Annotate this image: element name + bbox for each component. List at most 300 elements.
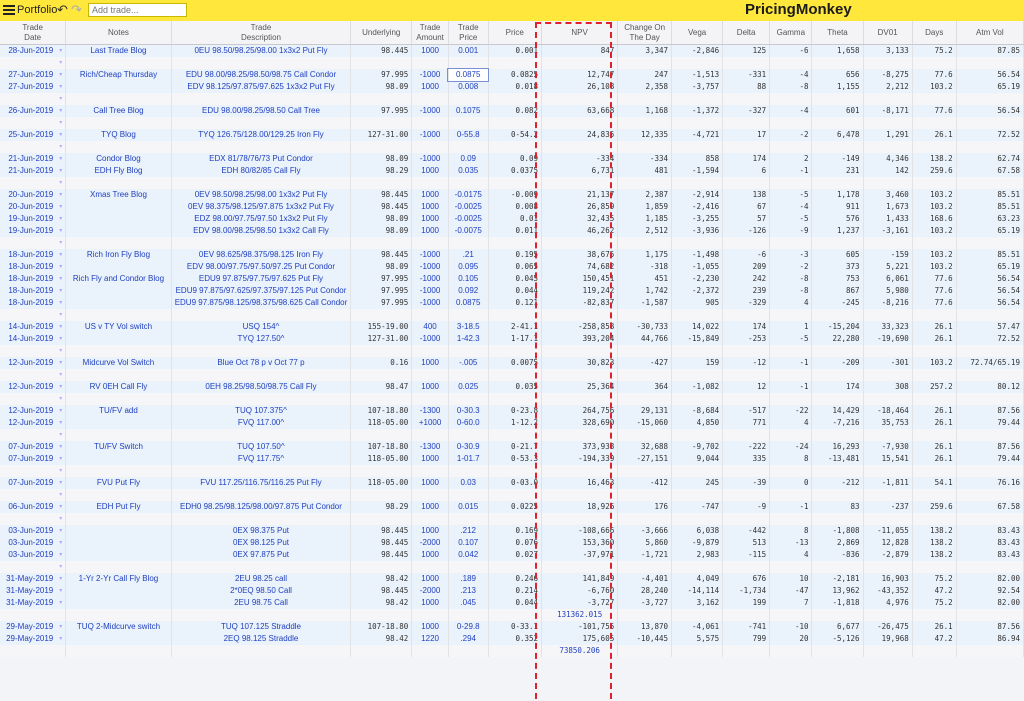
table-row[interactable] [0, 165, 1024, 177]
cell-trade-date[interactable] [0, 585, 66, 597]
table-row[interactable] [0, 153, 1024, 165]
cell-trade-description[interactable]: 0EX 98.375 Put [171, 525, 351, 537]
cell-notes[interactable] [66, 81, 171, 93]
col-header-change-on-day[interactable]: Change On The Day [618, 21, 672, 45]
chevron-down-icon[interactable]: ▾ [59, 552, 63, 558]
cell-trade-amount[interactable] [412, 645, 449, 657]
cell-trade-price[interactable] [448, 609, 488, 621]
chevron-down-icon[interactable]: ▾ [59, 624, 63, 630]
cell-notes[interactable]: RV 0EH Call Fly [66, 381, 171, 393]
cell-underlying[interactable]: 118-05.00 [351, 477, 412, 489]
cell-trade-date[interactable] [0, 153, 66, 165]
cell-notes[interactable] [66, 261, 171, 273]
cell-underlying[interactable]: 98.42 [351, 597, 412, 609]
subtotal-row[interactable] [0, 645, 1024, 657]
cell-trade-description[interactable]: TYQ 127.50^ [171, 333, 351, 345]
cell-trade-description[interactable]: TYQ 126.75/128.00/129.25 Iron Fly [171, 129, 351, 141]
cell-notes[interactable]: Condor Blog [66, 153, 171, 165]
cell-trade-date[interactable] [0, 249, 66, 261]
cell-underlying[interactable]: 98.445 [351, 189, 412, 201]
cell-trade-price[interactable]: -.005 [448, 357, 488, 369]
cell-underlying[interactable]: 98.09 [351, 213, 412, 225]
cell-trade-date[interactable] [0, 381, 66, 393]
cell-trade-amount[interactable]: 1000 [412, 381, 449, 393]
cell-trade-date[interactable] [0, 609, 66, 621]
cell-notes[interactable] [66, 417, 171, 429]
cell-trade-description[interactable]: 0EH 98.25/98.50/98.75 Call Fly [171, 381, 351, 393]
cell-trade-price[interactable]: 1-01.7 [448, 453, 488, 465]
cell-underlying[interactable]: 98.445 [351, 549, 412, 561]
cell-trade-price[interactable]: 0.095 [448, 261, 488, 273]
chevron-down-icon[interactable]: ▾ [59, 420, 63, 426]
cell-trade-price[interactable]: 0.035 [448, 165, 488, 177]
table-row[interactable] [0, 273, 1024, 285]
cell-notes[interactable]: TUQ 2-Midcurve switch [66, 621, 171, 633]
col-header-delta[interactable]: Delta [723, 21, 770, 45]
cell-trade-price[interactable]: 0.025 [448, 381, 488, 393]
cell-notes[interactable] [66, 225, 171, 237]
table-row[interactable] [0, 357, 1024, 369]
table-row[interactable] [0, 105, 1024, 117]
cell-trade-amount[interactable]: 1000 [412, 549, 449, 561]
cell-notes[interactable]: TYQ Blog [66, 129, 171, 141]
cell-trade-price[interactable]: 0-30.3 [448, 405, 488, 417]
cell-trade-description[interactable]: FVU 117.25/116.75/116.25 Put Fly [171, 477, 351, 489]
cell-trade-description[interactable]: 0EU 98.50/98.25/98.00 1x3x2 Put Fly [171, 45, 351, 58]
col-header-dv01[interactable]: DV01 [863, 21, 912, 45]
cell-trade-amount[interactable]: 1000 [412, 525, 449, 537]
cell-trade-amount[interactable]: -1000 [412, 297, 449, 309]
cell-underlying[interactable]: 98.09 [351, 153, 412, 165]
cell-trade-description[interactable]: TUQ 107.50^ [171, 441, 351, 453]
cell-trade-price[interactable]: -0.0175 [448, 189, 488, 201]
chevron-down-icon[interactable]: ▾ [59, 480, 63, 486]
cell-trade-date[interactable] [0, 645, 66, 657]
chevron-down-icon[interactable]: ▾ [59, 252, 63, 258]
chevron-down-icon[interactable]: ▾ [59, 600, 63, 606]
redo-icon[interactable]: ↷ [71, 2, 82, 17]
cell-trade-amount[interactable]: 1000 [412, 597, 449, 609]
cell-trade-description[interactable]: EDV 98.00/97.75/97.50/97.25 Put Condor [171, 261, 351, 273]
col-header-trade-price[interactable]: Trade Price [448, 21, 488, 45]
cell-trade-amount[interactable]: -1300 [412, 405, 449, 417]
hamburger-icon[interactable] [3, 5, 15, 15]
chevron-down-icon[interactable]: ▾ [59, 276, 63, 282]
cell-trade-amount[interactable] [412, 609, 449, 621]
cell-trade-price[interactable]: 0.03 [448, 477, 488, 489]
cell-underlying[interactable] [351, 645, 412, 657]
cell-trade-description[interactable]: EDU9 97.875/98.125/98.375/98.625 Call Condor [171, 297, 351, 309]
cell-notes[interactable]: Rich Fly and Condor Blog [66, 273, 171, 285]
cell-trade-date[interactable] [0, 273, 66, 285]
cell-trade-date[interactable] [0, 573, 66, 585]
cell-underlying[interactable]: 98.445 [351, 45, 412, 58]
cell-notes[interactable] [66, 633, 171, 645]
cell-trade-date[interactable] [0, 261, 66, 273]
cell-trade-amount[interactable]: 1000 [412, 477, 449, 489]
cell-trade-price[interactable]: 0.0875 [448, 69, 488, 81]
cell-underlying[interactable]: 98.47 [351, 381, 412, 393]
cell-trade-date[interactable] [0, 417, 66, 429]
table-row[interactable] [0, 213, 1024, 225]
cell-notes[interactable]: FVU Put Fly [66, 477, 171, 489]
cell-trade-description[interactable] [171, 645, 351, 657]
cell-trade-description[interactable]: 0EX 98.125 Put [171, 537, 351, 549]
cell-trade-description[interactable]: TUQ 107.375^ [171, 405, 351, 417]
cell-underlying[interactable]: 98.29 [351, 501, 412, 513]
cell-notes[interactable] [66, 585, 171, 597]
chevron-down-icon[interactable]: ▾ [59, 408, 63, 414]
cell-notes[interactable] [66, 609, 171, 621]
cell-trade-amount[interactable]: -1000 [412, 261, 449, 273]
cell-underlying[interactable]: 107-18.80 [351, 441, 412, 453]
col-header-atm-vol[interactable]: Atm Vol [956, 21, 1023, 45]
cell-notes[interactable] [66, 201, 171, 213]
cell-trade-amount[interactable]: -2000 [412, 585, 449, 597]
table-row[interactable] [0, 201, 1024, 213]
table-row[interactable] [0, 333, 1024, 345]
table-row[interactable] [0, 501, 1024, 513]
table-row[interactable] [0, 261, 1024, 273]
cell-underlying[interactable]: 118-05.00 [351, 453, 412, 465]
cell-trade-date[interactable] [0, 297, 66, 309]
chevron-down-icon[interactable]: ▾ [59, 540, 63, 546]
cell-underlying[interactable]: 98.29 [351, 165, 412, 177]
cell-notes[interactable]: US v TY Vol switch [66, 321, 171, 333]
chevron-down-icon[interactable]: ▾ [59, 216, 63, 222]
cell-trade-date[interactable] [0, 477, 66, 489]
cell-underlying[interactable]: 97.995 [351, 273, 412, 285]
cell-underlying[interactable]: 97.995 [351, 285, 412, 297]
cell-underlying[interactable]: 98.09 [351, 81, 412, 93]
cell-trade-price[interactable]: 0-55.8 [448, 129, 488, 141]
cell-underlying[interactable]: 97.995 [351, 105, 412, 117]
cell-trade-amount[interactable]: -1000 [412, 273, 449, 285]
cell-trade-amount[interactable]: 1000 [412, 573, 449, 585]
chevron-down-icon[interactable]: ▾ [59, 636, 63, 642]
table-row[interactable] [0, 405, 1024, 417]
cell-trade-amount[interactable]: -1000 [412, 333, 449, 345]
chevron-down-icon[interactable]: ▾ [59, 132, 63, 138]
cell-trade-date[interactable] [0, 501, 66, 513]
cell-notes[interactable]: Call Tree Blog [66, 105, 171, 117]
cell-notes[interactable]: TU/FV add [66, 405, 171, 417]
col-header-price[interactable]: Price [488, 21, 542, 45]
cell-trade-date[interactable] [0, 201, 66, 213]
cell-trade-description[interactable]: 2EU 98.25 call [171, 573, 351, 585]
chevron-down-icon[interactable]: ▾ [59, 504, 63, 510]
cell-trade-amount[interactable]: 1000 [412, 165, 449, 177]
cell-trade-price[interactable]: 0.1075 [448, 105, 488, 117]
cell-trade-description[interactable]: EDV 98.00/98.25/98.50 1x3x2 Call Fly [171, 225, 351, 237]
table-row[interactable] [0, 633, 1024, 645]
table-row[interactable] [0, 525, 1024, 537]
cell-trade-description[interactable]: EDZ 98.00/97.75/97.50 1x3x2 Put Fly [171, 213, 351, 225]
col-header-vega[interactable]: Vega [672, 21, 723, 45]
table-row[interactable] [0, 549, 1024, 561]
cell-underlying[interactable]: 127-31.00 [351, 333, 412, 345]
cell-trade-date[interactable] [0, 633, 66, 645]
cell-underlying[interactable]: 98.42 [351, 573, 412, 585]
cell-trade-amount[interactable]: 1000 [412, 213, 449, 225]
chevron-down-icon[interactable]: ▾ [59, 360, 63, 366]
undo-icon[interactable]: ↶ [57, 2, 68, 17]
cell-trade-price[interactable]: -0.0025 [448, 213, 488, 225]
cell-trade-date[interactable] [0, 597, 66, 609]
cell-notes[interactable]: EDH Fly Blog [66, 165, 171, 177]
table-row[interactable] [0, 297, 1024, 309]
table-row[interactable] [0, 573, 1024, 585]
cell-trade-amount[interactable]: -1000 [412, 249, 449, 261]
cell-trade-price[interactable]: 0.0875 [448, 297, 488, 309]
cell-trade-date[interactable] [0, 405, 66, 417]
chevron-down-icon[interactable]: ▾ [59, 528, 63, 534]
cell-trade-amount[interactable]: 1000 [412, 45, 449, 58]
cell-underlying[interactable]: 98.445 [351, 585, 412, 597]
col-header-days[interactable]: Days [912, 21, 956, 45]
table-row[interactable] [0, 381, 1024, 393]
cell-trade-date[interactable] [0, 225, 66, 237]
chevron-down-icon[interactable]: ▾ [59, 204, 63, 210]
chevron-down-icon[interactable]: ▾ [59, 168, 63, 174]
cell-trade-price[interactable]: .21 [448, 249, 488, 261]
cell-trade-description[interactable]: EDU9 97.875/97.625/97.375/97.125 Put Condor [171, 285, 351, 297]
table-row[interactable] [0, 189, 1024, 201]
cell-trade-description[interactable]: 2EU 98.75 Call [171, 597, 351, 609]
cell-trade-description[interactable]: EDH 80/82/85 Call Fly [171, 165, 351, 177]
cell-trade-amount[interactable]: 1000 [412, 201, 449, 213]
cell-notes[interactable]: Rich Iron Fly Blog [66, 249, 171, 261]
cell-trade-date[interactable] [0, 453, 66, 465]
subtotal-row[interactable] [0, 609, 1024, 621]
cell-trade-amount[interactable]: 1000 [412, 225, 449, 237]
cell-notes[interactable] [66, 645, 171, 657]
chevron-down-icon[interactable]: ▾ [59, 192, 63, 198]
table-row[interactable] [0, 441, 1024, 453]
col-header-notes[interactable]: Notes [66, 21, 171, 45]
chevron-down-icon[interactable]: ▾ [59, 156, 63, 162]
cell-trade-date[interactable] [0, 81, 66, 93]
cell-trade-amount[interactable]: -1300 [412, 441, 449, 453]
cell-trade-price[interactable]: 0.042 [448, 549, 488, 561]
cell-trade-amount[interactable]: -1000 [412, 153, 449, 165]
cell-trade-date[interactable] [0, 621, 66, 633]
cell-trade-description[interactable] [171, 609, 351, 621]
cell-trade-price[interactable]: .189 [448, 573, 488, 585]
cell-trade-date[interactable] [0, 45, 66, 58]
table-row[interactable] [0, 621, 1024, 633]
col-header-trade-date[interactable]: Trade Date [0, 21, 66, 45]
cell-trade-amount[interactable]: 1000 [412, 621, 449, 633]
cell-trade-amount[interactable]: 1000 [412, 453, 449, 465]
cell-trade-amount[interactable]: -1000 [412, 129, 449, 141]
cell-trade-price[interactable] [448, 645, 488, 657]
cell-trade-amount[interactable]: 1000 [412, 357, 449, 369]
cell-notes[interactable] [66, 597, 171, 609]
cell-trade-description[interactable]: EDU9 97.875/97.75/97.625 Put Fly [171, 273, 351, 285]
cell-underlying[interactable] [351, 609, 412, 621]
chevron-down-icon[interactable]: ▾ [59, 444, 63, 450]
col-header-trade-description[interactable]: Trade Description [171, 21, 351, 45]
cell-trade-price[interactable]: 0-29.8 [448, 621, 488, 633]
cell-trade-price[interactable]: 3-18.5 [448, 321, 488, 333]
table-row[interactable] [0, 585, 1024, 597]
table-row[interactable] [0, 477, 1024, 489]
cell-underlying[interactable]: 97.995 [351, 69, 412, 81]
chevron-down-icon[interactable]: ▾ [59, 324, 63, 330]
cell-notes[interactable] [66, 297, 171, 309]
cell-notes[interactable] [66, 453, 171, 465]
cell-trade-price[interactable]: 0.092 [448, 285, 488, 297]
cell-notes[interactable]: Rich/Cheap Thursday [66, 69, 171, 81]
cell-trade-amount[interactable]: 1000 [412, 501, 449, 513]
cell-trade-price[interactable]: 0.09 [448, 153, 488, 165]
cell-trade-date[interactable] [0, 549, 66, 561]
cell-trade-price[interactable]: .212 [448, 525, 488, 537]
table-row[interactable] [0, 81, 1024, 93]
cell-trade-amount[interactable]: 1220 [412, 633, 449, 645]
cell-trade-description[interactable]: USQ 154^ [171, 321, 351, 333]
cell-trade-amount[interactable]: 1000 [412, 81, 449, 93]
cell-trade-price[interactable]: 0-30.9 [448, 441, 488, 453]
cell-trade-date[interactable] [0, 189, 66, 201]
cell-trade-description[interactable]: 0EV 98.375/98.125/97.875 1x3x2 Put Fly [171, 201, 351, 213]
table-row[interactable] [0, 597, 1024, 609]
cell-notes[interactable]: TU/FV Switch [66, 441, 171, 453]
cell-underlying[interactable]: 97.995 [351, 297, 412, 309]
cell-trade-description[interactable]: FVQ 117.75^ [171, 453, 351, 465]
cell-trade-amount[interactable]: -1000 [412, 285, 449, 297]
col-header-trade-amount[interactable]: Trade Amount [412, 21, 449, 45]
cell-trade-price[interactable]: 1-42.3 [448, 333, 488, 345]
cell-notes[interactable] [66, 549, 171, 561]
table-row[interactable] [0, 537, 1024, 549]
cell-underlying[interactable]: 98.445 [351, 525, 412, 537]
chevron-down-icon[interactable]: ▾ [59, 108, 63, 114]
portfolio-menu[interactable]: Portfolio [17, 4, 58, 16]
cell-notes[interactable] [66, 213, 171, 225]
cell-trade-price[interactable]: .045 [448, 597, 488, 609]
cell-trade-description[interactable]: TUQ 107.125 Straddle [171, 621, 351, 633]
col-header-underlying[interactable]: Underlying [351, 21, 412, 45]
chevron-down-icon[interactable]: ▾ [59, 264, 63, 270]
cell-trade-date[interactable] [0, 441, 66, 453]
cell-trade-date[interactable] [0, 285, 66, 297]
cell-trade-date[interactable] [0, 69, 66, 81]
chevron-down-icon[interactable]: ▾ [59, 300, 63, 306]
cell-trade-date[interactable] [0, 525, 66, 537]
cell-underlying[interactable]: 127-31.00 [351, 129, 412, 141]
cell-underlying[interactable]: 98.445 [351, 201, 412, 213]
cell-trade-description[interactable]: 2*0EQ 98.50 Call [171, 585, 351, 597]
cell-trade-date[interactable] [0, 321, 66, 333]
cell-trade-price[interactable]: 0.001 [448, 45, 488, 58]
table-row[interactable] [0, 45, 1024, 58]
cell-underlying[interactable]: 0.16 [351, 357, 412, 369]
cell-underlying[interactable]: 98.09 [351, 261, 412, 273]
cell-notes[interactable]: Midcurve Vol Switch [66, 357, 171, 369]
table-row[interactable] [0, 285, 1024, 297]
cell-trade-price[interactable]: .213 [448, 585, 488, 597]
cell-trade-price[interactable]: 0.008 [448, 81, 488, 93]
cell-underlying[interactable]: 107-18.80 [351, 405, 412, 417]
cell-notes[interactable] [66, 525, 171, 537]
cell-notes[interactable]: 1-Yr 2-Yr Call Fly Blog [66, 573, 171, 585]
cell-trade-date[interactable] [0, 333, 66, 345]
cell-trade-description[interactable]: EDX 81/78/76/73 Put Condor [171, 153, 351, 165]
cell-trade-description[interactable]: 0EV 98.50/98.25/98.00 1x3x2 Put Fly [171, 189, 351, 201]
cell-underlying[interactable]: 98.445 [351, 249, 412, 261]
table-row[interactable] [0, 225, 1024, 237]
cell-trade-price[interactable]: -0.0075 [448, 225, 488, 237]
cell-trade-description[interactable]: Blue Oct 78 p v Oct 77 p [171, 357, 351, 369]
table-row[interactable] [0, 321, 1024, 333]
cell-trade-description[interactable]: EDU 98.00/98.25/98.50/98.75 Call Condor [171, 69, 351, 81]
cell-notes[interactable]: Last Trade Blog [66, 45, 171, 58]
cell-trade-date[interactable] [0, 357, 66, 369]
cell-notes[interactable] [66, 285, 171, 297]
cell-trade-price[interactable]: 0.105 [448, 273, 488, 285]
cell-underlying[interactable]: 98.09 [351, 225, 412, 237]
table-row[interactable] [0, 249, 1024, 261]
cell-trade-description[interactable]: EDV 98.125/97.875/97.625 1x3x2 Put Fly [171, 81, 351, 93]
cell-notes[interactable] [66, 537, 171, 549]
col-header-gamma[interactable]: Gamma [770, 21, 812, 45]
cell-trade-price[interactable]: -0.0025 [448, 201, 488, 213]
cell-trade-date[interactable] [0, 537, 66, 549]
chevron-down-icon[interactable]: ▾ [59, 384, 63, 390]
cell-trade-description[interactable]: EDH0 98.25/98.125/98.00/97.875 Put Condor [171, 501, 351, 513]
chevron-down-icon[interactable]: ▾ [59, 576, 63, 582]
cell-trade-description[interactable]: 2EQ 98.125 Straddle [171, 633, 351, 645]
chevron-down-icon[interactable]: ▾ [59, 84, 63, 90]
chevron-down-icon[interactable]: ▾ [59, 588, 63, 594]
table-row[interactable] [0, 129, 1024, 141]
chevron-down-icon[interactable]: ▾ [59, 456, 63, 462]
cell-underlying[interactable]: 155-19.00 [351, 321, 412, 333]
cell-trade-price[interactable]: .294 [448, 633, 488, 645]
chevron-down-icon[interactable]: ▾ [59, 288, 63, 294]
cell-trade-description[interactable]: 0EX 97.875 Put [171, 549, 351, 561]
cell-trade-amount[interactable]: +1000 [412, 417, 449, 429]
chevron-down-icon[interactable]: ▾ [59, 72, 63, 78]
cell-trade-price[interactable]: 0.015 [448, 501, 488, 513]
cell-trade-date[interactable] [0, 165, 66, 177]
cell-underlying[interactable]: 98.42 [351, 633, 412, 645]
table-row[interactable] [0, 417, 1024, 429]
col-header-npv[interactable]: NPV [542, 21, 618, 45]
cell-underlying[interactable]: 107-18.80 [351, 621, 412, 633]
cell-underlying[interactable]: 98.445 [351, 537, 412, 549]
table-row[interactable] [0, 69, 1024, 81]
cell-trade-amount[interactable]: -1000 [412, 69, 449, 81]
chevron-down-icon[interactable]: ▾ [59, 228, 63, 234]
cell-trade-description[interactable]: FVQ 117.00^ [171, 417, 351, 429]
cell-notes[interactable]: Xmas Tree Blog [66, 189, 171, 201]
cell-trade-date[interactable] [0, 105, 66, 117]
cell-trade-date[interactable] [0, 129, 66, 141]
cell-trade-description[interactable]: EDU 98.00/98.25/98.50 Call Tree [171, 105, 351, 117]
col-header-theta[interactable]: Theta [812, 21, 863, 45]
table-row[interactable] [0, 453, 1024, 465]
cell-notes[interactable] [66, 333, 171, 345]
cell-trade-price[interactable]: 0-60.0 [448, 417, 488, 429]
cell-trade-description[interactable]: 0EV 98.625/98.375/98.125 Iron Fly [171, 249, 351, 261]
cell-trade-amount[interactable]: -1000 [412, 105, 449, 117]
cell-trade-amount[interactable]: -2000 [412, 537, 449, 549]
cell-trade-amount[interactable]: 400 [412, 321, 449, 333]
add-trade-input[interactable] [88, 3, 187, 17]
